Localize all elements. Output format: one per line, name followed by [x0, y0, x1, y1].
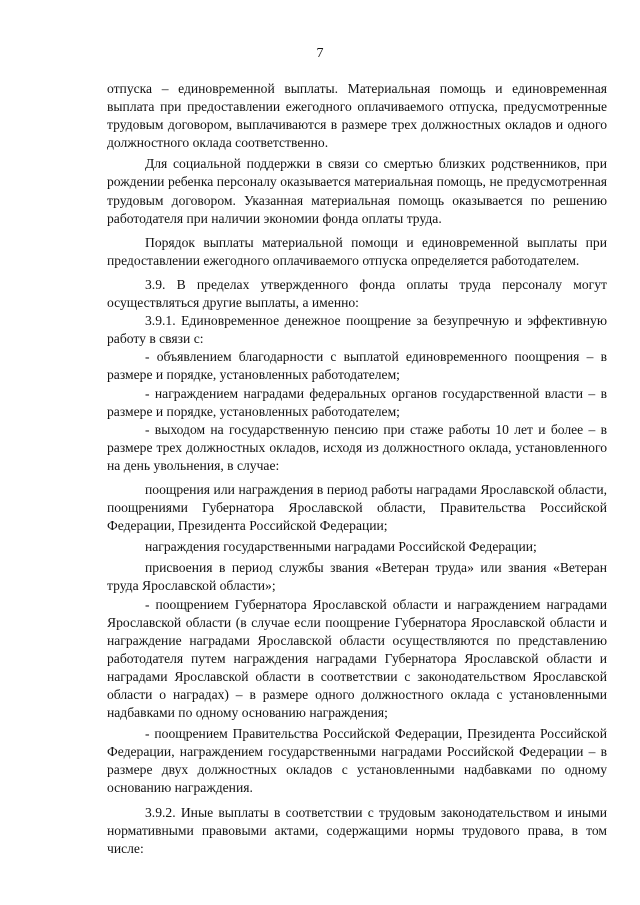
list-item: - поощрением Губернатора Ярославской области и награждением наградами Ярославской области (в случае если поощрение Губернатора Ярославской области и награждение наградами Ярославской области осуществляются по представлению работодателя путем награждения наградами Губернатора Ярославской области и наградами Ярославской области в соответствии с законодательством Ярославской области о наградах) – в размере одного должностного оклада с установленными надбавками по одному основанию награждения; [107, 596, 607, 721]
paragraph: награждения государственными наградами Российской Федерации; [145, 539, 537, 555]
page-number: 7 [316, 46, 324, 61]
list-item: - выходом на государственную пенсию при стаже работы 10 лет и более – в размере трех должностных окладов, исходя из должностного оклада, установленного на день увольнения, в случае: [107, 421, 607, 473]
paragraph: отпуска – единовременной выплаты. Материальная помощь и единовременная выплата при предоставлении ежегодного оплачиваемого отпуска, предусмотренные трудовым договором, выплачиваются в размере трех должностных окладов и одного должностного оклада соответственно. [107, 81, 607, 151]
paragraph: Для социальной поддержки в связи со смертью близких родственников, при рождении ребенка персоналу оказывается материальная помощь, не предусмотренная трудовым договором. Указанная материальная помощь оказывается по решению работодателя при наличии экономии фонда оплаты труда. [107, 156, 607, 226]
paragraph: 3.9. В пределах утвержденного фонда оплаты труда персоналу могут осуществляться другие выплаты, а именно: [107, 276, 607, 311]
paragraph: присвоения в период службы звания «Ветеран труда» или звания «Ветеран труда Ярославской области»; [107, 560, 607, 594]
paragraph: 3.9.2. Иные выплаты в соответствии с трудовым законодательством и иными нормативными правовыми актами, содержащими нормы трудового права, в том числе: [107, 804, 607, 856]
document-body [107, 80, 607, 858]
list-item: - награждением наградами федеральных органов государственной власти – в размере и порядке, установленных работодателем; [107, 385, 607, 419]
list-item: - объявлением благодарности с выплатой единовременного поощрения – в размере и порядке, установленных работодателем; [107, 349, 607, 383]
list-item: - поощрением Правительства Российской Федерации, Президента Российской Федерации, награждением государственными наградами Российской Федерации – в размере двух должностных окладов с установленными надбавками по одному основанию награждения. [107, 726, 607, 796]
paragraph: Порядок выплаты материальной помощи и единовременной выплаты при предоставлении ежегодного оплачиваемого отпуска определяется работодателем. [107, 234, 607, 268]
paragraph: 3.9.1. Единовременное денежное поощрение за безупречную и эффективную работу в связи с: [107, 313, 607, 347]
paragraph: поощрения или награждения в период работы наградами Ярославской области, поощрениями Губернатора Ярославской области, Правительства Российской Федерации, Президента Российской Федерации; [107, 481, 607, 534]
